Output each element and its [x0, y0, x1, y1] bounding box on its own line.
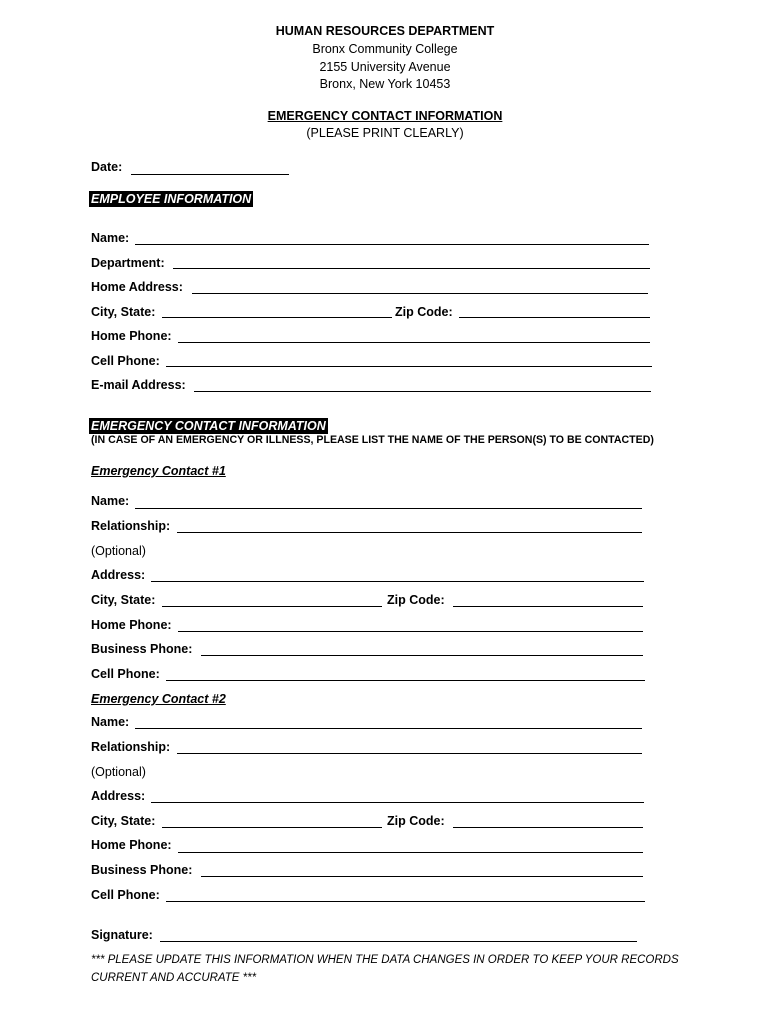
- city-address: Bronx, New York 10453: [319, 77, 451, 91]
- employee-email-field[interactable]: [194, 391, 651, 392]
- contact2-address-field[interactable]: [151, 802, 644, 803]
- employee-city-state-field[interactable]: [162, 317, 392, 318]
- contact2-relationship-field[interactable]: [177, 753, 642, 754]
- contact2-city-state-label: City, State:: [91, 814, 156, 828]
- employee-email-label: E-mail Address:: [91, 378, 186, 392]
- contact2-cell-phone-field[interactable]: [166, 901, 645, 902]
- contact2-relationship-label: Relationship:: [91, 740, 171, 754]
- employee-home-address-field[interactable]: [192, 293, 648, 294]
- contact1-address-field[interactable]: [151, 581, 644, 582]
- contact2-name-field[interactable]: [135, 728, 642, 729]
- employee-zip-field[interactable]: [459, 317, 650, 318]
- employee-zip-label: Zip Code:: [395, 305, 453, 319]
- contact2-home-phone-label: Home Phone:: [91, 838, 172, 852]
- employee-cell-phone-field[interactable]: [166, 366, 652, 367]
- contact1-address-label: Address:: [91, 568, 146, 582]
- street-address: 2155 University Avenue: [319, 60, 451, 74]
- contact1-name-label: Name:: [91, 494, 130, 508]
- contact1-cell-phone-field[interactable]: [166, 680, 645, 681]
- employee-home-address-label: Home Address:: [91, 280, 183, 294]
- contact1-home-phone-label: Home Phone:: [91, 618, 172, 632]
- employee-city-state-label: City, State:: [91, 305, 156, 319]
- employee-home-phone-label: Home Phone:: [91, 329, 172, 343]
- emergency-section-title: EMERGENCY CONTACT INFORMATION: [91, 419, 326, 433]
- contact1-business-phone-label: Business Phone:: [91, 642, 193, 656]
- employee-cell-phone-label: Cell Phone:: [91, 354, 160, 368]
- contact1-cell-phone-label: Cell Phone:: [91, 667, 160, 681]
- form-subtitle: (PLEASE PRINT CLEARLY): [306, 126, 464, 140]
- contact1-zip-label: Zip Code:: [387, 593, 445, 607]
- college-name: Bronx Community College: [312, 42, 458, 56]
- contact2-cell-phone-label: Cell Phone:: [91, 888, 160, 902]
- employee-department-label: Department:: [91, 256, 165, 270]
- contact1-business-phone-field[interactable]: [201, 655, 643, 656]
- footer-note: *** PLEASE UPDATE THIS INFORMATION WHEN THE DATA CHANGES IN ORDER TO KEEP YOUR RECORDS CURRENT AND ACCURATE ***: [91, 954, 679, 984]
- contact2-home-phone-field[interactable]: [178, 852, 643, 853]
- contact2-name-label: Name:: [91, 715, 130, 729]
- contact2-business-phone-label: Business Phone:: [91, 863, 193, 877]
- date-field[interactable]: [131, 174, 289, 175]
- contact1-city-state-field[interactable]: [162, 606, 382, 607]
- contact2-title: Emergency Contact #2: [91, 692, 226, 706]
- contact1-relationship-label: Relationship:: [91, 519, 171, 533]
- contact2-business-phone-field[interactable]: [201, 876, 643, 877]
- contact2-address-label: Address:: [91, 789, 146, 803]
- form-title: EMERGENCY CONTACT INFORMATION: [267, 109, 503, 123]
- contact1-home-phone-field[interactable]: [178, 631, 643, 632]
- signature-field[interactable]: [160, 941, 637, 942]
- date-label: Date:: [91, 160, 123, 174]
- department-heading: HUMAN RESOURCES DEPARTMENT: [275, 24, 495, 38]
- employee-home-phone-field[interactable]: [178, 342, 650, 343]
- contact1-relationship-field[interactable]: [177, 532, 642, 533]
- employee-section-title: EMPLOYEE INFORMATION: [91, 192, 252, 206]
- contact1-optional-note: (Optional): [91, 544, 146, 558]
- contact2-city-state-field[interactable]: [162, 827, 382, 828]
- contact1-city-state-label: City, State:: [91, 593, 156, 607]
- contact1-zip-field[interactable]: [453, 606, 643, 607]
- employee-name-field[interactable]: [135, 244, 649, 245]
- employee-name-label: Name:: [91, 231, 130, 245]
- employee-department-field[interactable]: [173, 268, 650, 269]
- contact2-zip-field[interactable]: [453, 827, 643, 828]
- contact1-name-field[interactable]: [135, 508, 642, 509]
- contact2-optional-note: (Optional): [91, 765, 146, 779]
- contact2-zip-label: Zip Code:: [387, 814, 445, 828]
- emergency-instruction: (IN CASE OF AN EMERGENCY OR ILLNESS, PLEASE LIST THE NAME OF THE PERSON(S) TO BE CONTACTED): [91, 434, 654, 446]
- contact1-title: Emergency Contact #1: [91, 464, 226, 478]
- signature-label: Signature:: [91, 928, 153, 942]
